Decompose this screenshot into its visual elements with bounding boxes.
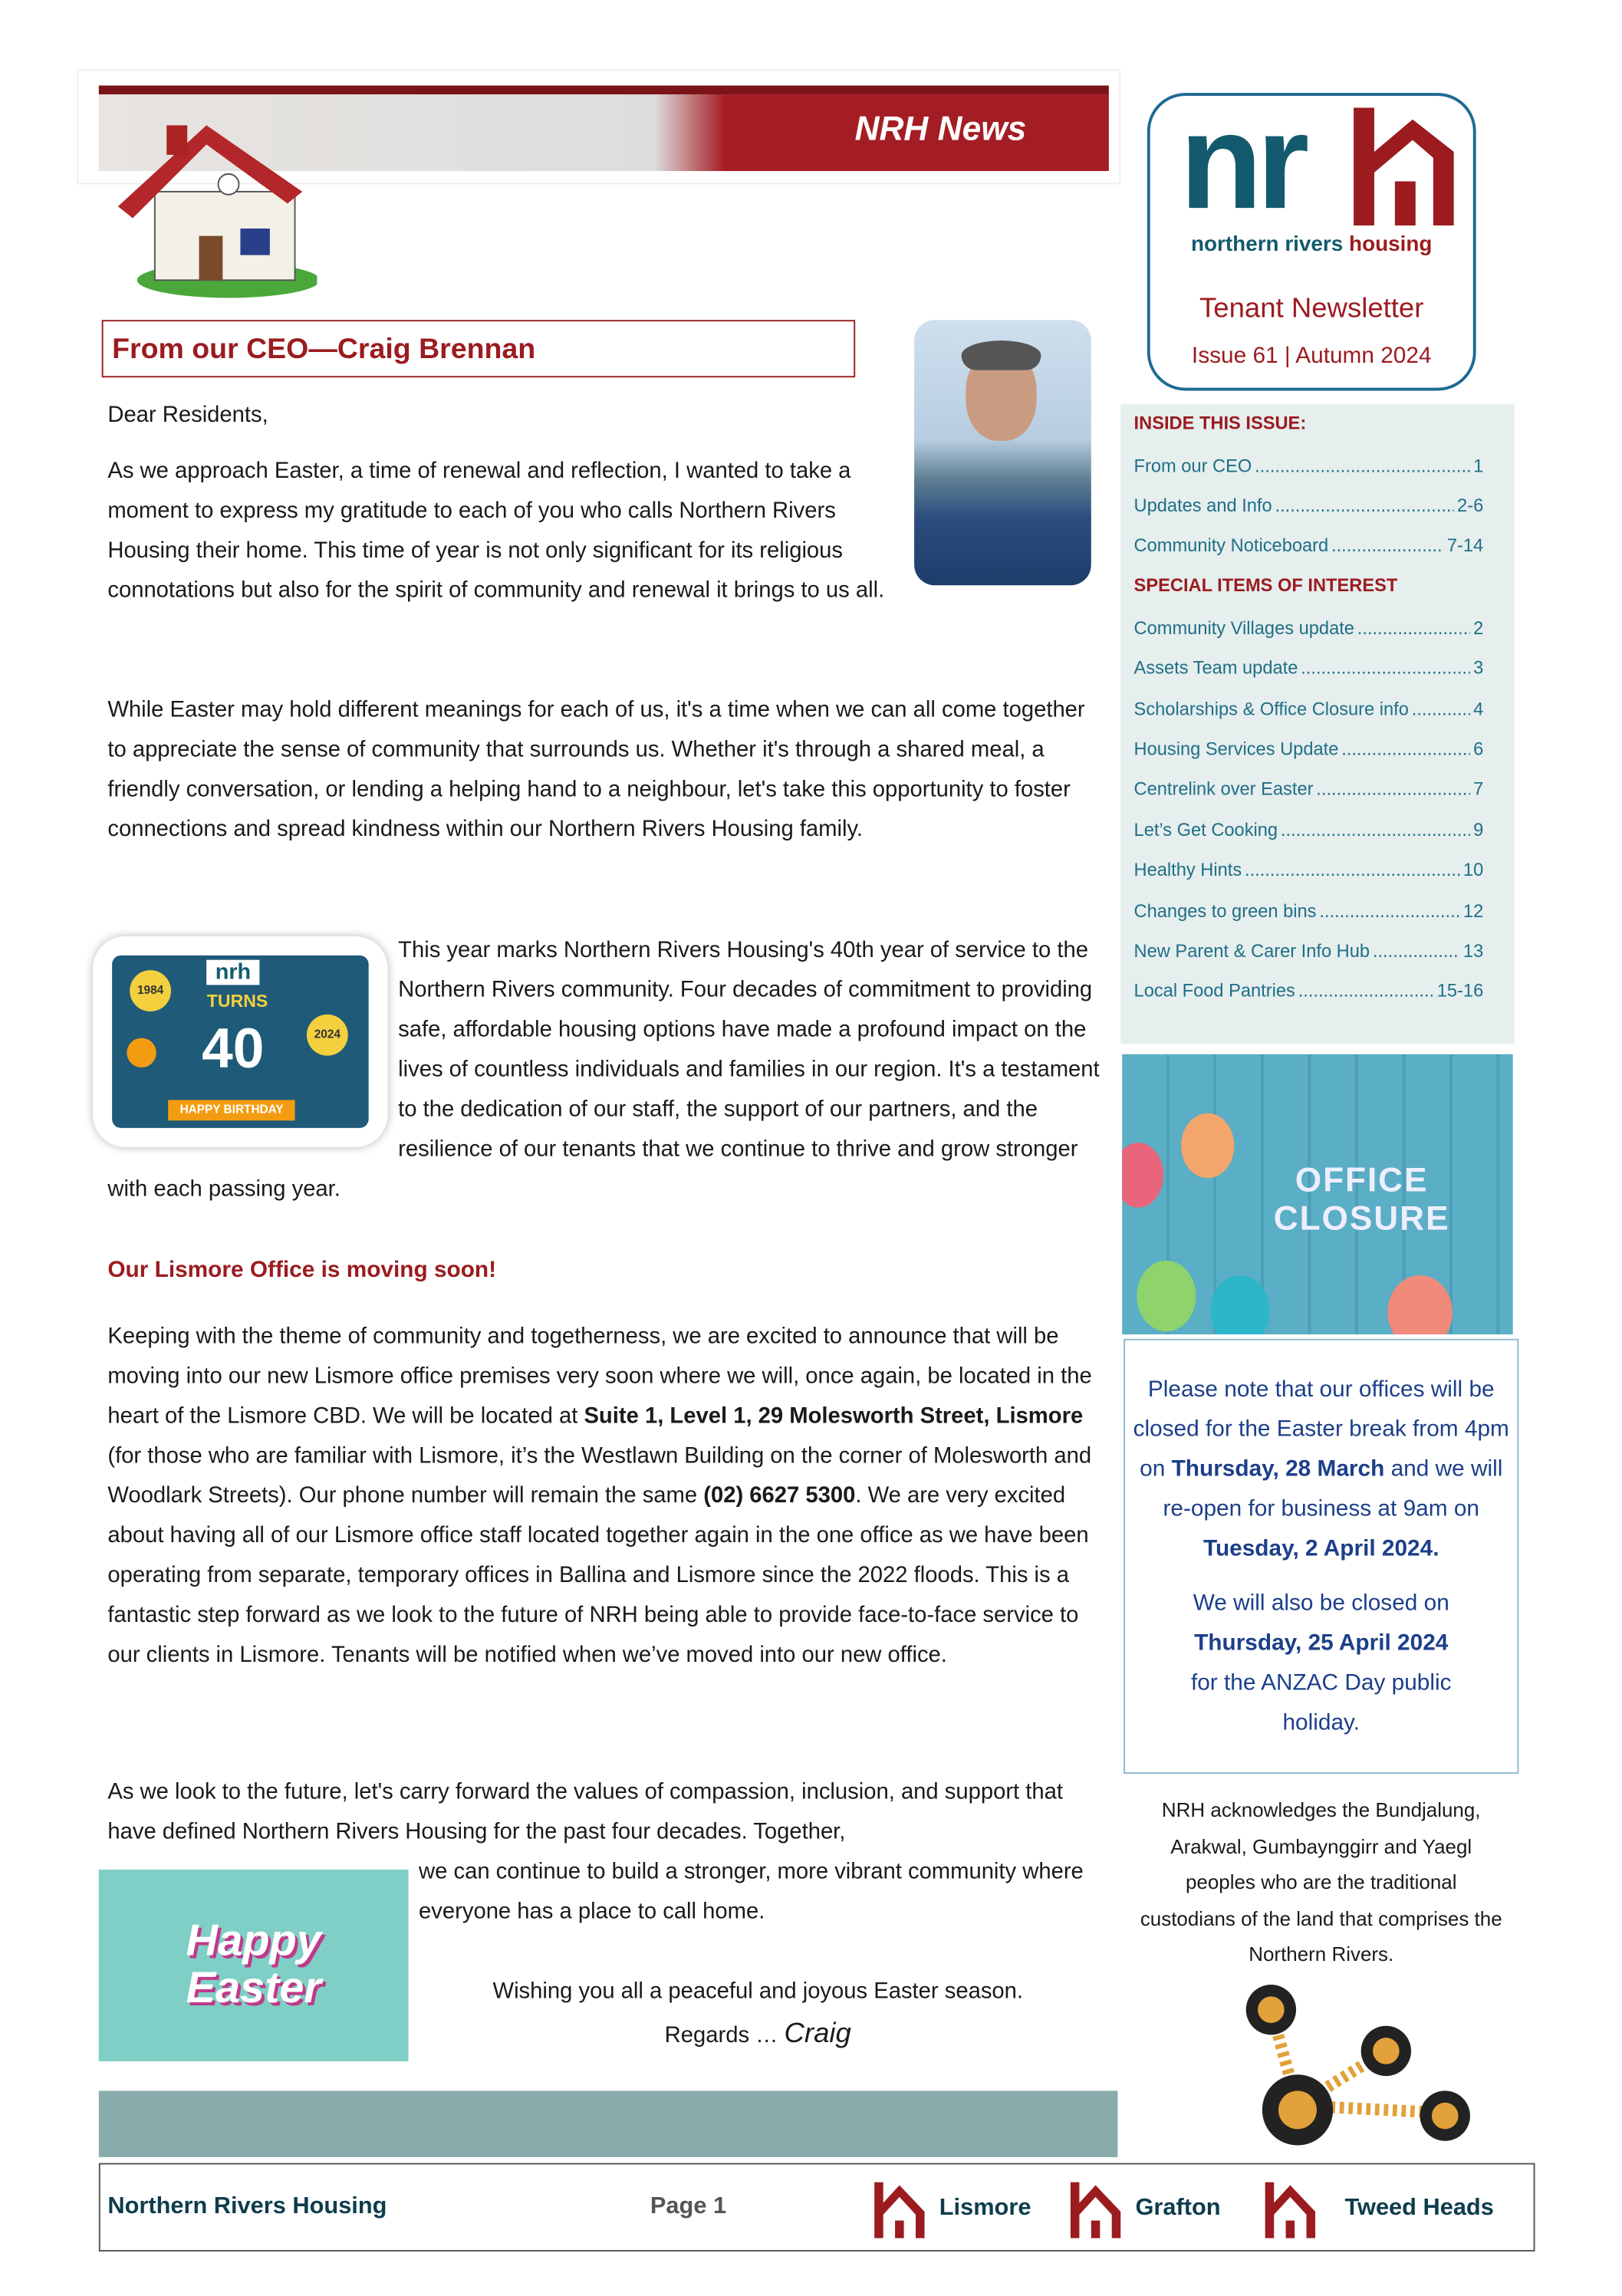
letter-paragraph-2: While Easter may hold different meanings for each of us, it's a time when we can all come together to appreciate the sense of community that surrounds us. Whether it's through a shared meal, a friendly conversation, or lending a helping hand to a neighbour, let's take this opportunity to foster connections and spread kindness within our Northern Rivers Housing family.: [107, 697, 1085, 842]
wishing-line: Wishing you all a peaceful and joyous Easter season.: [492, 1979, 1024, 2004]
toc-leader: [1319, 900, 1460, 921]
house-icon: [1068, 2179, 1124, 2238]
closure-notice: Please note that our offices will be closed for the Easter break from 4pm on Thursday, 28 March and we will re-open for business at 9am on Tuesday, 2 April 2024. We will also be closed on Thursday, 25 April 2024 for the ANZAC Day public holiday.: [1124, 1339, 1518, 1774]
toc-item[interactable]: Housing Services Update ..... 6: [1134, 729, 1484, 769]
closing-paragraph: As we look to the future, let's carry forward the values of compassion, inclusion, and support that have defined Northern Rivers Housing for the past four decades. Together,: [107, 1779, 1063, 1845]
letter-paragraph-3: This year marks Northern Rivers Housing's 40th year of service to the Northern Rivers community. Four decades of commitment to providing safe, affordable housing options have made a profound impact on the lives of countless individuals and families in our region. It's a testament to the dedication of our staff, the support of our partners, and the resilience of our tenants that we continue to thrive and grow stronger with each passing year.: [107, 937, 1100, 1202]
house-icon: [871, 2179, 927, 2238]
nrh-logo-box: nr northern rivers housing Tenant Newsletter Issue 61 | Autumn 2024: [1147, 93, 1476, 390]
toc-leader: [1255, 456, 1470, 476]
footer-location-tweed-heads: Tweed Heads: [1262, 2179, 1494, 2238]
toc-item[interactable]: Changes to green bins ..... 12: [1134, 890, 1484, 931]
toc-item[interactable]: Assets Team update ..... 3: [1134, 648, 1484, 689]
toc-item[interactable]: Local Food Pantries ..... 15-16: [1134, 971, 1484, 1011]
toc-item[interactable]: Community Villages update ..... 2: [1134, 607, 1484, 648]
toc-item[interactable]: Scholarships & Office Closure info ..... 4: [1134, 689, 1484, 729]
lismore-paragraph: Keeping with the theme of community and togetherness, we are excited to announce that will be moving into our new Lismore office premises very soon where we will, once again, be located in the heart of the Lismore CBD. We will be located at Suite 1, Level 1, 29 Molesworth Street, Lismore (for those who are familiar with Lismore, it’s the Westlawn Building on the corner of Molesworth and Woodlark Streets). Our phone number will remain the same (02) 6627 5300. We are very excited about having all of our Lismore office staff located together again in the one office as we have been operating from separate, temporary offices in Ballina and Lismore since the 2022 floods. This is a fantastic step forward as we look to the future of NRH being able to provide face-to-face service to our clients in Lismore. Tenants will be notified when we’ve moved into our new office.: [107, 1324, 1092, 1668]
issue-label: Issue 61 | Autumn 2024: [1191, 343, 1432, 369]
toc-leader: [1373, 941, 1460, 962]
greeting: Dear Residents,: [107, 402, 268, 428]
nrh-logo: nr: [1176, 107, 1456, 225]
toc-item[interactable]: Healthy Hints ..... 10: [1134, 850, 1484, 890]
toc-leader: [1331, 536, 1444, 557]
toc-item[interactable]: From our CEO ..... 1: [1134, 446, 1484, 486]
newsletter-title: Tenant Newsletter: [1199, 293, 1424, 324]
ceo-photo: [914, 320, 1091, 585]
toc-leader: [1245, 860, 1460, 880]
toc-leader: [1301, 658, 1470, 679]
house-icon: [1262, 2179, 1318, 2238]
divider-bar: [99, 2090, 1118, 2157]
aboriginal-art-icon: [1239, 1980, 1482, 2150]
letter-paragraph-1: As we approach Easter, a time of renewal and reflection, I wanted to take a moment to express my gratitude to each of you who calls Northern Rivers Housing their home. This time of year is not only significant for its religious connotations but also for the spirit of community and renewal it brings to us all.: [107, 458, 885, 604]
letter-paragraph-3-end: tenants that we continue to thrive and grow stronger with each passing year.: [107, 1136, 1078, 1202]
toc-item[interactable]: Centrelink over Easter ..... 7: [1134, 769, 1484, 810]
banner-title: NRH News: [854, 109, 1027, 148]
anniversary-badge: nrh 1984 TURNS 40 2024 HAPPY BIRTHDAY: [93, 936, 388, 1147]
lismore-heading: Our Lismore Office is moving soon!: [107, 1258, 497, 1283]
acknowledgement: NRH acknowledges the Bundjalung, Arakwal, Gumbaynggirr and Yaegl peoples who are the traditional custodians of the land that comprises the Northern Rivers.: [1140, 1798, 1502, 1965]
closing-paragraph-cont: we can continue to build a stronger, more vibrant community where everyone has a place to call home.: [419, 1859, 1084, 1925]
toc-leader: [1298, 981, 1434, 1002]
toc-leader: [1281, 820, 1470, 840]
toc-item[interactable]: Community Noticeboard ..... 7-14: [1134, 526, 1484, 567]
happy-easter-image: Happy Easter: [99, 1870, 409, 2061]
toc-leader: [1275, 495, 1455, 516]
toc-leader: [1341, 738, 1470, 759]
footer-location-grafton: Grafton: [1068, 2179, 1221, 2238]
office-closure-image: OFFICE CLOSURE: [1122, 1054, 1513, 1334]
toc-leader: [1316, 779, 1470, 800]
toc-item[interactable]: Updates and Info ..... 2-6: [1134, 485, 1484, 526]
ceo-section-title: From our CEO—Craig Brennan: [102, 320, 855, 377]
footer-page: Page 1: [650, 2193, 727, 2219]
house-illustration-icon: [110, 118, 317, 302]
footer: [99, 2163, 1535, 2252]
regards-line: Regards … Craig: [664, 2018, 851, 2050]
footer-org: Northern Rivers Housing: [107, 2193, 387, 2219]
signature: Craig: [784, 2018, 851, 2050]
toc-item[interactable]: New Parent & Carer Info Hub ..... 13: [1134, 931, 1484, 972]
toc-item[interactable]: Let’s Get Cooking ..... 9: [1134, 810, 1484, 850]
footer-location-lismore: Lismore: [871, 2179, 1031, 2238]
toc-leader: [1357, 617, 1470, 638]
table-of-contents: INSIDE THIS ISSUE: From our CEO ..... 1 Updates and Info ..... 2-6 Community Noticeboard ..... 7-14 SPECIAL ITEMS OF INTEREST Community Villages update ..... 2 Assets Team update ..... 3 Scholarships & Office Closure info ..... 4 Housing Services Update ..... 6 Centrelink over Easter ..... 7 Let’s Get Cooking ..... 9 Healthy Hints ..... 10 Changes to green bins ..... 12 New Parent & Carer Info Hub ..... 13 Local Food Pantries ..... 15-16: [1120, 404, 1514, 1044]
toc-leader: [1412, 699, 1470, 719]
